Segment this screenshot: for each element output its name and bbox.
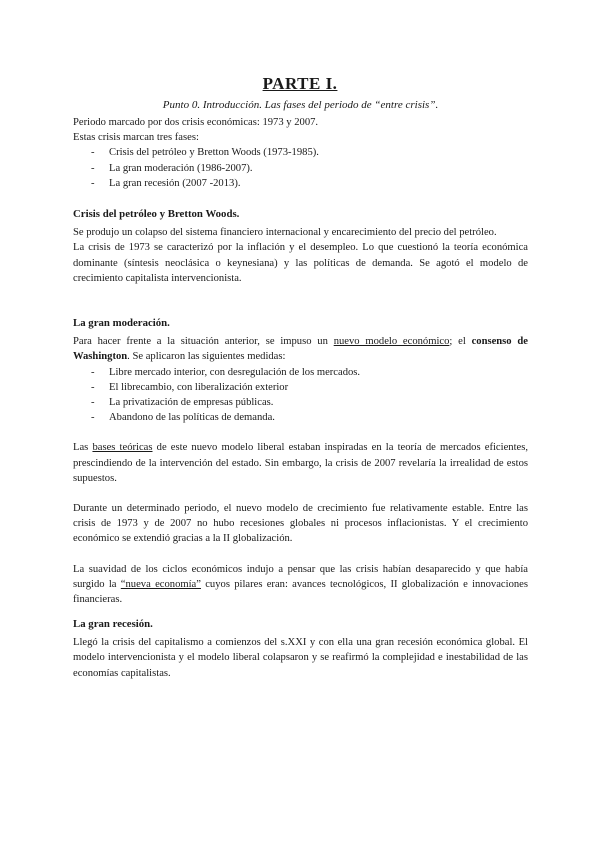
bold-term: consenso de Washington — [73, 336, 528, 363]
list-item: - Libre mercado interior, con desregulación de los mercados. — [73, 365, 528, 380]
paragraph: La crisis de 1973 se caracterizó por la inflación y el desempleo. Lo que cuestionó la teoría económica dominante (síntesis neoclásica o keynesiana) y las políticas de demanda. Se agotó el modelo de crecimiento capitalista intervencionista. — [73, 242, 528, 284]
section-oil-crisis — [73, 207, 528, 286]
measures-list — [73, 365, 528, 426]
section-great-moderation — [73, 316, 528, 607]
paragraph: Se produjo un colapso del sistema financiero internacional y encarecimiento del precio del petróleo. — [73, 227, 497, 239]
list-item: - La gran recesión (2007 -2013). — [73, 176, 528, 191]
list-item: - El librecambio, con liberalización exterior — [73, 380, 528, 395]
section-heading: La gran moderación. — [73, 317, 170, 329]
phases-list — [73, 145, 528, 191]
list-item: - La privatización de empresas públicas. — [73, 395, 528, 410]
section-subtitle: Punto 0. Introducción. Las fases del periodo de “entre crisis”. — [162, 99, 439, 111]
paragraph: La suavidad de los ciclos económicos indujo a pensar que las crisis habían desaparecido y que había surgido la “nueva economía” cuyos pilares eran: avances tecnológicos, II globalización e innovaciones financieras. — [73, 563, 528, 606]
section-heading: Crisis del petróleo y Bretton Woods. — [73, 208, 240, 220]
document-title: PARTE I. — [262, 74, 338, 93]
paragraph: Durante un determinado periodo, el nuevo modelo de crecimiento fue relativamente estable. Entre las crisis de 1973 y de 2007 no hubo recesiones globales ni procesos inflacionistas. Y el crecimiento económico se extendió gracias a la II globalización. — [73, 503, 528, 545]
list-item: - La gran moderación (1986-2007). — [73, 161, 528, 176]
paragraph: Llegó la crisis del capitalismo a comienzos del s.XXI y con ella una gran recesión económica global. El modelo intervencionista y el modelo liberal colapsaron y se reafirmó la complejidad e inestabilidad de las economías capitalistas. — [73, 637, 528, 679]
intro-block — [73, 115, 528, 191]
intro-line-2: Estas crisis marcan tres fases: — [73, 132, 199, 144]
paragraph: Para hacer frente a la situación anterior, se impuso un nuevo modelo económico; el consenso de Washington. Se aplicaron las siguientes medidas: — [73, 336, 528, 363]
underlined-term: nuevo modelo económico — [333, 336, 450, 348]
underlined-term: “nueva economía” — [120, 578, 201, 590]
section-heading: La gran recesión. — [73, 618, 153, 630]
section-great-recession — [73, 617, 528, 681]
intro-line-1: Periodo marcado por dos crisis económicas: 1973 y 2007. — [73, 117, 319, 128]
paragraph: Las bases teóricas de este nuevo modelo liberal estaban inspiradas en la teoría de mercados eficientes, prescindiendo de la intervención del estado. Sin embargo, la crisis de 2007 revelaría la irrealidad de estos supuestos. — [73, 442, 528, 484]
list-item: - Crisis del petróleo y Bretton Woods (1973-1985). — [73, 145, 528, 160]
underlined-term: bases teóricas — [92, 442, 153, 454]
list-item: - Abandono de las políticas de demanda. — [73, 410, 528, 425]
